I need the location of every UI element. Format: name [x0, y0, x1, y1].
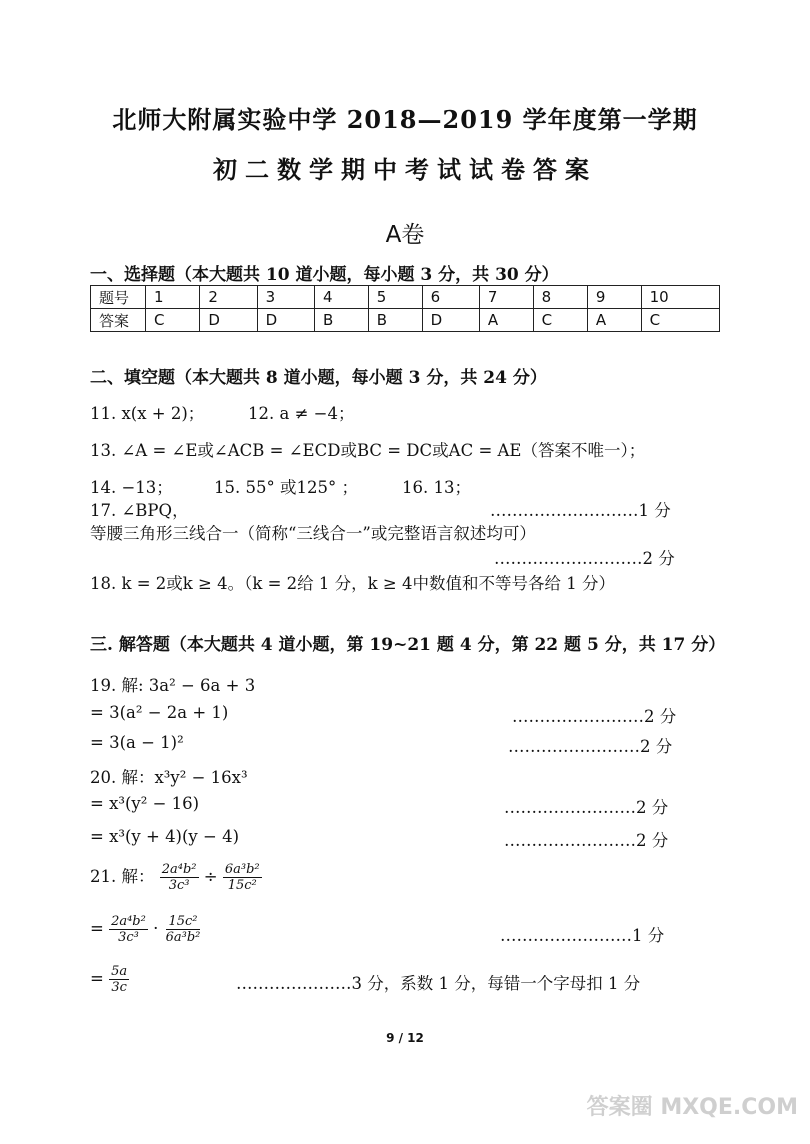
- document-subtitle: 初二数学期中考试试卷答案: [213, 155, 597, 184]
- row-label-number: 题号: [91, 286, 146, 309]
- answer-11: 11. x(x + 2)；: [90, 404, 205, 423]
- fraction-numerator: 6a³b²: [224, 862, 260, 877]
- table-cell: D: [422, 309, 479, 332]
- table-cell: D: [200, 309, 257, 332]
- fraction-numerator: 5a: [111, 964, 128, 979]
- table-cell: B: [314, 309, 368, 332]
- q21-line1: [90, 862, 262, 893]
- q19-score1: ……………………2 分: [512, 707, 677, 726]
- q21-line3: [90, 964, 129, 995]
- answer-17: 17. ∠BPQ，: [90, 501, 189, 520]
- table-cell: A: [479, 309, 533, 332]
- answer-17-reason: 等腰三角形三线合一（简称“三线合一”或完整语言叙述均可）: [90, 524, 536, 543]
- q21-prefix: 21. 解：: [90, 867, 155, 886]
- fraction: [109, 964, 129, 995]
- fraction-numerator: 2a⁴b²: [111, 914, 146, 929]
- table-cell: 7: [479, 286, 533, 309]
- table-row: [91, 309, 720, 332]
- section1-title: 一、选择题（本大题共 10 道小题，每小题 3 分，共 30 分）: [90, 265, 559, 285]
- table-cell: 2: [200, 286, 257, 309]
- q19-line1: 19. 解: 3a² − 6a + 3: [90, 676, 256, 695]
- document-title: 北师大附属实验中学 2018—2019 学年度第一学期: [112, 105, 698, 134]
- fraction: [160, 862, 199, 893]
- multiply-dot: ·: [153, 919, 159, 938]
- q19-score2: ……………………2 分: [508, 737, 673, 756]
- fraction: [164, 914, 203, 945]
- fraction-numerator: 2a⁴b²: [161, 862, 197, 877]
- equals-sign: =: [90, 919, 104, 938]
- table-cell: C: [533, 309, 587, 332]
- fraction-denominator: 3c³: [168, 878, 190, 893]
- answer-14: 14. −13；: [90, 478, 173, 497]
- fraction-denominator: 3c: [111, 980, 127, 995]
- q20-score1: ……………………2 分: [504, 798, 669, 817]
- fraction: [223, 862, 262, 893]
- fraction-denominator: 6a³b²: [165, 930, 201, 945]
- answer-18: 18. k = 2或k ≥ 4。（k = 2给 1 分，k ≥ 4中数值和不等号各给 1 分）: [90, 574, 615, 593]
- watermark: 答案圈 MXQE.COM: [586, 1095, 798, 1120]
- table-cell: D: [257, 309, 314, 332]
- table-cell: 4: [314, 286, 368, 309]
- table-cell: 9: [587, 286, 641, 309]
- q19-line3: = 3(a − 1)²: [90, 733, 184, 752]
- table-cell: 6: [422, 286, 479, 309]
- q20-score2: ……………………2 分: [504, 831, 669, 850]
- divide-sign: ÷: [203, 867, 218, 886]
- answer-13: 13. ∠A = ∠E或∠ACB = ∠ECD或BC = DC或AC = AE（答案不唯一）；: [90, 441, 646, 460]
- q20-line2: = x³(y² − 16): [90, 794, 200, 813]
- page-number: 9 / 12: [386, 1031, 424, 1045]
- q21-score2: …………………3 分，系数 1 分，每错一个字母扣 1 分: [236, 974, 641, 993]
- table-cell: 1: [146, 286, 200, 309]
- q21-score1: ……………………1 分: [500, 926, 665, 945]
- q19-line2: = 3(a² − 2a + 1): [90, 703, 229, 722]
- fraction-numerator: 15c²: [168, 914, 198, 929]
- q20-line3: = x³(y + 4)(y − 4): [90, 827, 240, 846]
- q21-line2: [90, 914, 202, 945]
- answer-12: 12. a ≠ −4；: [248, 404, 355, 423]
- table-cell: 10: [641, 286, 719, 309]
- table-cell: B: [368, 309, 422, 332]
- paper-label: A卷: [385, 222, 425, 248]
- fraction-denominator: 3c³: [118, 930, 139, 945]
- equals-sign: =: [90, 969, 104, 988]
- fraction-denominator: 15c²: [227, 878, 257, 893]
- table-cell: A: [587, 309, 641, 332]
- score-17b: ………………………2 分: [494, 549, 675, 568]
- table-row: [91, 286, 720, 309]
- fraction: [109, 914, 148, 945]
- answer-15: 15. 55° 或125° ；: [214, 478, 358, 497]
- score-17a: ………………………1 分: [490, 501, 671, 520]
- table-cell: C: [146, 309, 200, 332]
- table-cell: C: [641, 309, 719, 332]
- section2-title: 二、填空题（本大题共 8 道小题，每小题 3 分，共 24 分）: [90, 368, 547, 388]
- row-label-answer: 答案: [91, 309, 146, 332]
- table-cell: 3: [257, 286, 314, 309]
- answer-16: 16. 13；: [402, 478, 471, 497]
- answer-table: [90, 285, 720, 332]
- section3-title: 三. 解答题（本大题共 4 道小题，第 19~21 题 4 分，第 22 题 5 分，共 17 分）: [90, 635, 726, 655]
- table-cell: 8: [533, 286, 587, 309]
- table-cell: 5: [368, 286, 422, 309]
- q20-line1: 20. 解：x³y² − 16x³: [90, 768, 248, 787]
